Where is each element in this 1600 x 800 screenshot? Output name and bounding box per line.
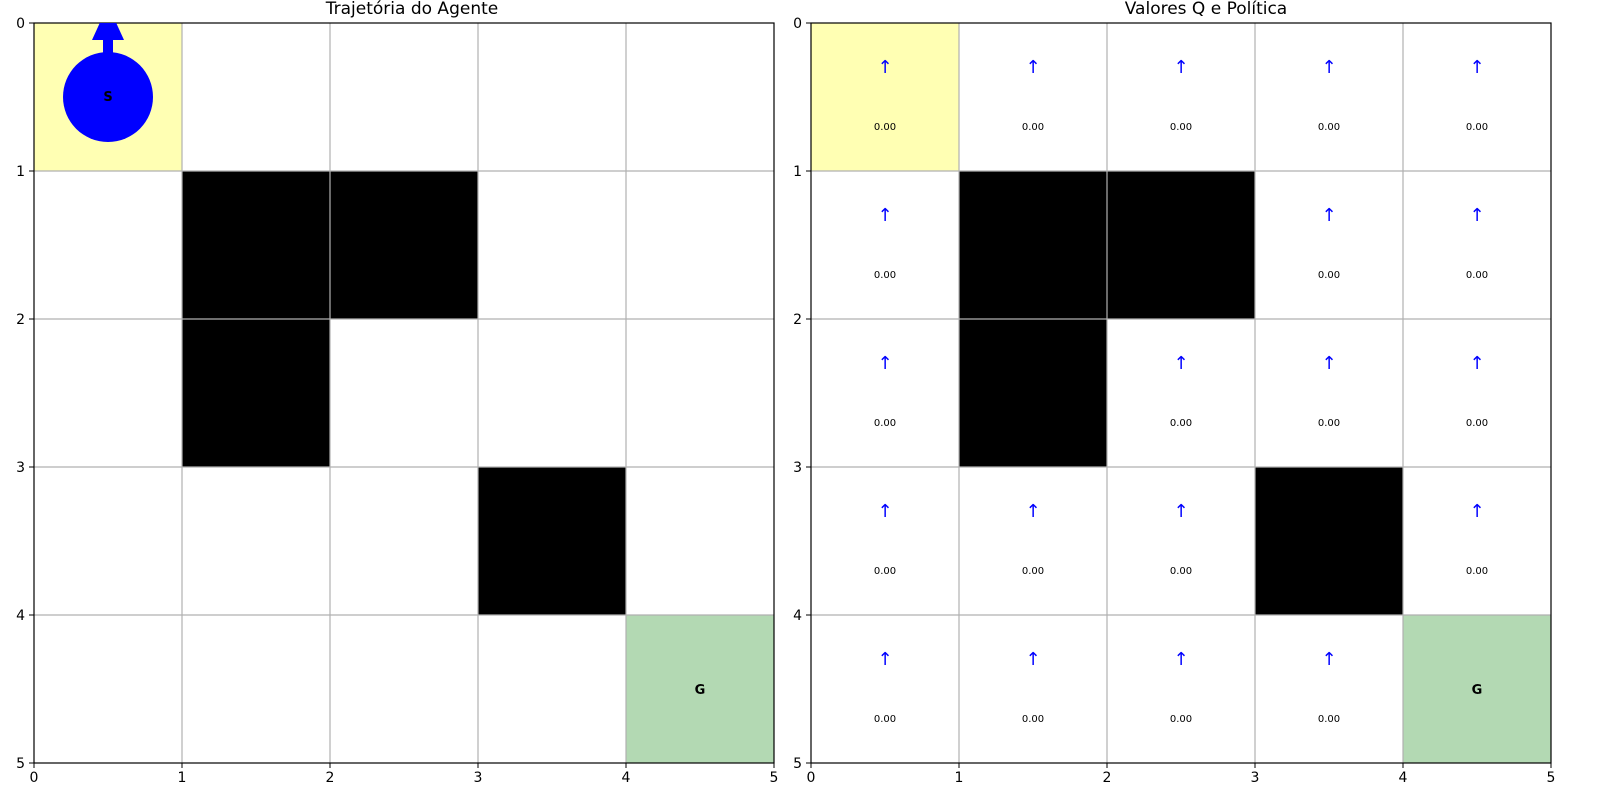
q-value-label: 0.00 <box>1317 714 1341 725</box>
start-label: S <box>103 90 113 105</box>
q-values-panel <box>793 0 1555 786</box>
q-value-label: 0.00 <box>1169 566 1193 577</box>
y-tick-label: 5 <box>793 756 802 772</box>
policy-arrow-icon: ↑ <box>1469 57 1485 78</box>
x-tick-label: 3 <box>473 770 483 786</box>
q-value-label: 0.00 <box>1317 418 1341 429</box>
q-value-label: 0.00 <box>1169 418 1193 429</box>
trajectory-title: Trajetória do Agente <box>325 0 499 19</box>
x-tick-label: 2 <box>1102 770 1112 786</box>
x-tick-label: 1 <box>177 770 187 786</box>
policy-arrow-icon: ↑ <box>1173 353 1189 374</box>
q-value-label: 0.00 <box>1317 122 1341 133</box>
x-tick-label: 1 <box>954 770 964 786</box>
q-value-label: 0.00 <box>1169 714 1193 725</box>
policy-arrow-icon: ↑ <box>1321 649 1337 670</box>
obstacle-cell <box>959 171 1107 319</box>
obstacle-cell <box>182 171 330 319</box>
goal-label: G <box>694 683 706 698</box>
y-tick-label: 2 <box>793 312 802 328</box>
policy-arrow-icon: ↑ <box>1025 649 1041 670</box>
y-tick-label: 1 <box>793 164 802 180</box>
policy-arrow-icon: ↑ <box>1321 57 1337 78</box>
q-value-label: 0.00 <box>873 418 897 429</box>
start-cell <box>811 23 959 171</box>
policy-arrow-icon: ↑ <box>877 57 893 78</box>
obstacle-cell <box>1255 467 1403 615</box>
q-value-label: 0.00 <box>1021 122 1045 133</box>
policy-arrow-icon: ↑ <box>877 205 893 226</box>
obstacle-cell <box>478 467 626 615</box>
y-tick-label: 1 <box>16 164 25 180</box>
policy-arrow-icon: ↑ <box>1173 501 1189 522</box>
policy-arrow-icon: ↑ <box>877 353 893 374</box>
trajectory-panel <box>16 0 778 786</box>
y-tick-label: 3 <box>16 460 25 476</box>
q-value-label: 0.00 <box>1021 566 1045 577</box>
y-tick-label: 0 <box>793 16 802 32</box>
x-tick-label: 5 <box>1546 770 1556 786</box>
y-tick-label: 4 <box>16 608 25 624</box>
q-value-label: 0.00 <box>873 566 897 577</box>
policy-arrow-icon: ↑ <box>1469 501 1485 522</box>
policy-arrow-icon: ↑ <box>1025 57 1041 78</box>
x-tick-label: 4 <box>621 770 631 786</box>
policy-arrow-icon: ↑ <box>1173 649 1189 670</box>
obstacle-cell <box>959 319 1107 467</box>
policy-arrow-icon: ↑ <box>1469 205 1485 226</box>
q-value-label: 0.00 <box>1169 122 1193 133</box>
q-value-label: 0.00 <box>1465 122 1489 133</box>
y-tick-label: 2 <box>16 312 25 328</box>
x-tick-label: 3 <box>1250 770 1260 786</box>
q-value-label: 0.00 <box>1465 566 1489 577</box>
policy-arrow-icon: ↑ <box>1173 57 1189 78</box>
q-value-label: 0.00 <box>1465 418 1489 429</box>
q-value-label: 0.00 <box>873 714 897 725</box>
obstacle-cell <box>182 319 330 467</box>
x-tick-label: 5 <box>769 770 779 786</box>
q-value-label: 0.00 <box>873 122 897 133</box>
policy-arrow-icon: ↑ <box>1025 501 1041 522</box>
x-tick-label: 2 <box>325 770 335 786</box>
y-tick-label: 0 <box>16 16 25 32</box>
obstacle-cell <box>330 171 478 319</box>
y-tick-label: 3 <box>793 460 802 476</box>
policy-arrow-icon: ↑ <box>877 649 893 670</box>
q-value-label: 0.00 <box>1021 714 1045 725</box>
policy-arrow-icon: ↑ <box>877 501 893 522</box>
obstacle-cell <box>1107 171 1255 319</box>
y-tick-label: 5 <box>16 756 25 772</box>
y-tick-label: 4 <box>793 608 802 624</box>
policy-arrow-icon: ↑ <box>1321 353 1337 374</box>
q-value-label: 0.00 <box>1317 270 1341 281</box>
q-value-label: 0.00 <box>1465 270 1489 281</box>
policy-arrow-icon: ↑ <box>1469 353 1485 374</box>
policy-arrow-icon: ↑ <box>1321 205 1337 226</box>
x-tick-label: 4 <box>1398 770 1408 786</box>
x-tick-label: 0 <box>29 770 39 786</box>
goal-label: G <box>1471 683 1483 698</box>
q-values-title: Valores Q e Política <box>1124 0 1288 19</box>
x-tick-label: 0 <box>806 770 816 786</box>
q-value-label: 0.00 <box>873 270 897 281</box>
